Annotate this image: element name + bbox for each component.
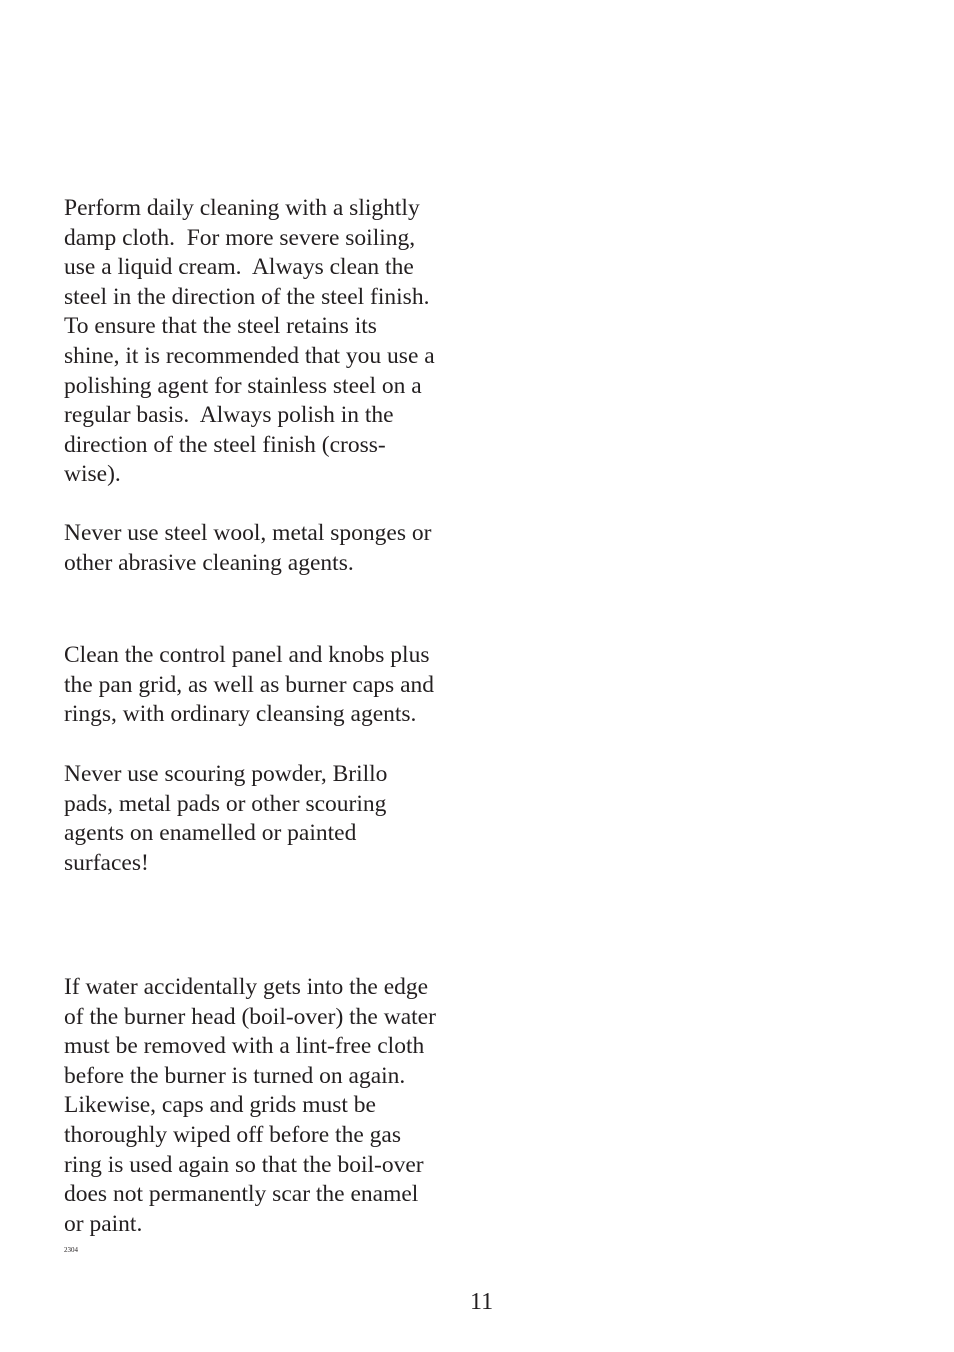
text-line: damp cloth. For more severe soiling,	[64, 224, 416, 251]
text-line: Never use steel wool, metal sponges or	[64, 520, 432, 546]
text-line: before the burner is turned on again.	[64, 1062, 406, 1089]
text-line: use a liquid cream. Always clean the	[64, 254, 414, 281]
text-line: Never use scouring powder, Brillo	[64, 761, 388, 787]
document-code: 2304	[64, 1246, 78, 1254]
text-line: must be removed with a lint-free cloth	[64, 1033, 425, 1060]
paragraph-boil-over	[64, 973, 464, 1239]
paragraph-control-panel-cleaning	[64, 641, 464, 730]
paragraph-daily-cleaning	[64, 194, 464, 490]
text-line: To ensure that the steel retains its	[64, 313, 377, 340]
text-line: other abrasive cleaning agents.	[64, 549, 354, 576]
text-line: shine, it is recommended that you use a	[64, 342, 435, 369]
text-line: Perform daily cleaning with a slightly	[64, 195, 420, 221]
paragraph-steel-wool-warning	[64, 519, 464, 578]
text-line: ring is used again so that the boil-over	[64, 1151, 424, 1178]
text-line: Clean the control panel and knobs plus	[64, 642, 430, 668]
text-line: regular basis. Always polish in the	[64, 402, 394, 429]
text-line: thoroughly wiped off before the gas	[64, 1121, 401, 1148]
text-line: the pan grid, as well as burner caps and	[64, 671, 434, 698]
text-line: agents on enamelled or painted	[64, 820, 357, 847]
text-line: Likewise, caps and grids must be	[64, 1092, 376, 1119]
text-line: rings, with ordinary cleansing agents.	[64, 701, 417, 728]
text-line: wise).	[64, 461, 121, 488]
text-line: or paint.	[64, 1210, 143, 1237]
page-number: 11	[470, 1289, 494, 1315]
text-line: polishing agent for stainless steel on a	[64, 372, 422, 399]
text-line: surfaces!	[64, 849, 149, 876]
text-line: direction of the steel finish (cross-	[64, 431, 386, 458]
text-line: steel in the direction of the steel finish.	[64, 283, 430, 310]
text-line: If water accidentally gets into the edge	[64, 974, 429, 1000]
text-line: of the burner head (boil-over) the water	[64, 1003, 436, 1030]
text-line: pads, metal pads or other scouring	[64, 790, 387, 817]
paragraph-scouring-warning	[64, 760, 464, 878]
text-line: does not permanently scar the enamel	[64, 1181, 419, 1208]
